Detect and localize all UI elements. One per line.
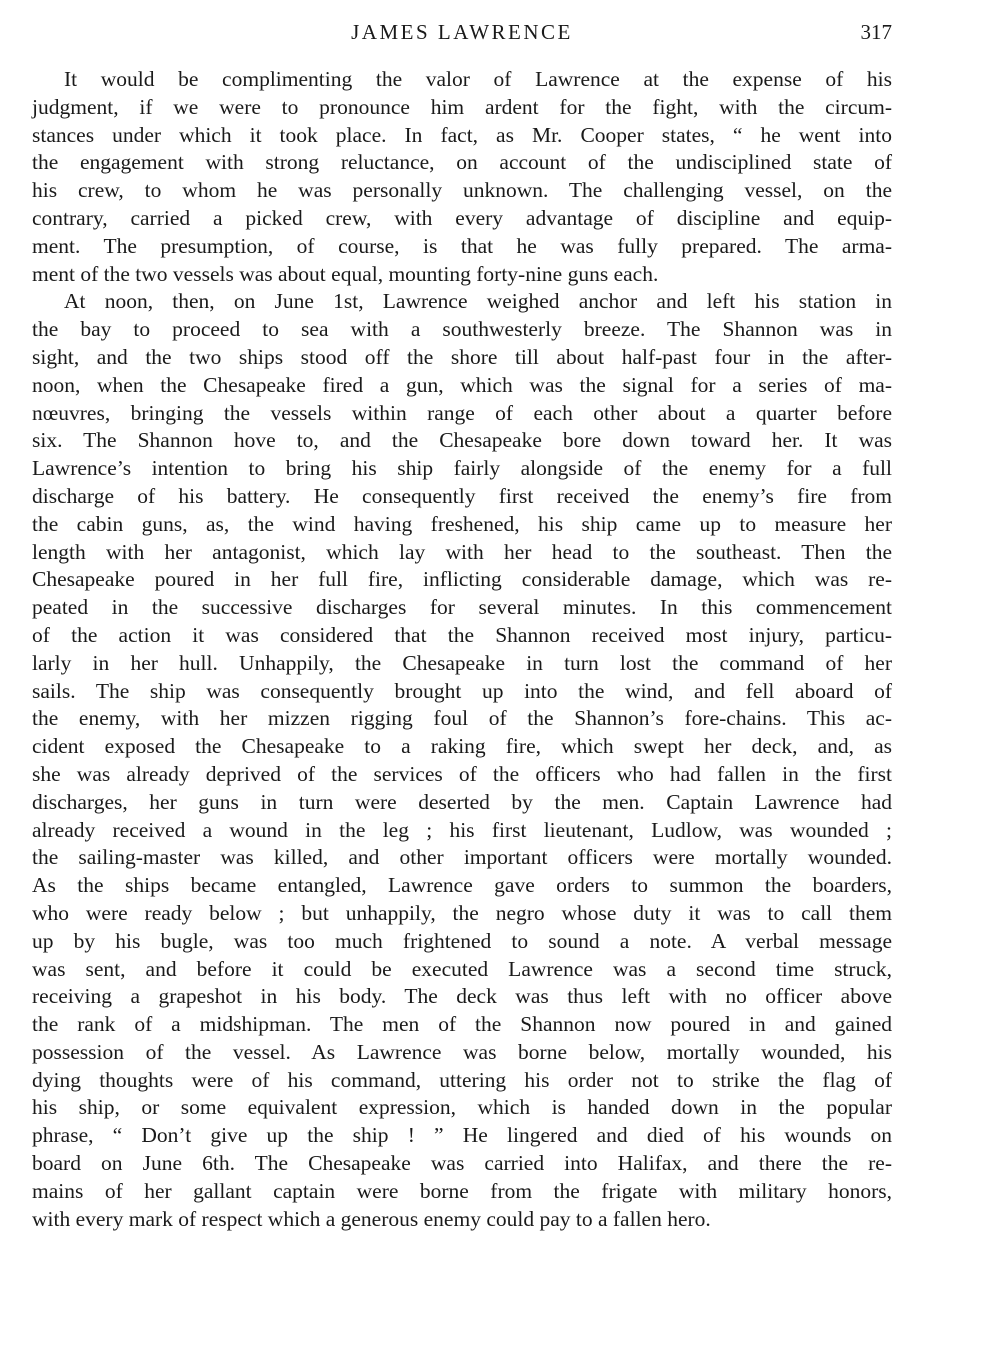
text-line: the enemy, with her mizzen rigging foul of the Shannon’s fore-chains. This ac- (32, 706, 892, 731)
text-line: the cabin guns, as, the wind having freshened, his ship came up to measure her (32, 511, 892, 536)
running-title: JAMES LAWRENCE (351, 20, 573, 44)
text-line: she was already deprived of the services of the officers who had fallen in the first (32, 761, 892, 786)
text-line: the sailing-master was killed, and other important officers were mortally wounded. (32, 845, 892, 870)
text-line: was sent, and before it could be executed Lawrence was a second time struck, (32, 956, 892, 981)
text-line: Lawrence’s intention to bring his ship fairly alongside of the enemy for a full (32, 456, 892, 481)
text-line: six. The Shannon hove to, and the Chesapeake bore down toward her. It was (32, 428, 892, 453)
text-line: the bay to proceed to sea with a southwesterly breeze. The Shannon was in (32, 317, 892, 342)
text-line: cident exposed the Chesapeake to a raking fire, which swept her deck, and, as (32, 734, 892, 759)
text-line: the rank of a midshipman. The men of the Shannon now poured in and gained (32, 1012, 892, 1037)
text-line: up by his bugle, was too much frightened to sound a note. A verbal message (32, 928, 892, 953)
text-line: contrary, carried a picked crew, with every advantage of discipline and equip- (32, 205, 892, 230)
text-line: nœuvres, bringing the vessels within range of each other about a quarter before (32, 400, 892, 425)
text-line: noon, when the Chesapeake fired a gun, which was the signal for a series of ma- (32, 372, 892, 397)
text-line: discharge of his battery. He consequently first received the enemy’s fire from (32, 483, 892, 508)
text-line: his crew, to whom he was personally unknown. The challenging vessel, on the (32, 178, 892, 203)
text-line: It would be complimenting the valor of Lawrence at the expense of his (64, 67, 892, 91)
text-line: the engagement with strong reluctance, on account of the undisciplined state of (32, 150, 892, 175)
text-line: dying thoughts were of his command, uttering his order not to strike the flag of (32, 1067, 892, 1092)
text-line: As the ships became entangled, Lawrence gave orders to summon the boarders, (32, 873, 892, 898)
text-line: receiving a grapeshot in his body. The deck was thus left with no officer above (32, 984, 892, 1009)
text-line: who were ready below ; but unhappily, the negro whose duty it was to call them (32, 900, 892, 925)
text-line: board on June 6th. The Chesapeake was carried into Halifax, and there the re- (32, 1151, 892, 1176)
text-line: possession of the vessel. As Lawrence was borne below, mortally wounded, his (32, 1039, 892, 1064)
text-line: phrase, “ Don’t give up the ship ! ” He lingered and died of his wounds on (32, 1123, 892, 1148)
text-line: judgment, if we were to pronounce him ardent for the fight, with the circum- (32, 94, 892, 119)
text-line: his ship, or some equivalent expression, which is handed down in the popular (32, 1095, 892, 1120)
text-line: larly in her hull. Unhappily, the Chesapeake in turn lost the command of her (32, 650, 892, 675)
text-line: of the action it was considered that the Shannon received most injury, particu- (32, 622, 892, 647)
text-line: mains of her gallant captain were borne from the frigate with military honors, (32, 1178, 892, 1203)
text-line: ment of the two vessels was about equal, mounting forty-nine guns each. (32, 261, 659, 286)
text-line: sight, and the two ships stood off the shore till about half-past four in the after- (32, 344, 892, 369)
text-line: with every mark of respect which a generous enemy could pay to a fallen hero. (32, 1206, 711, 1231)
text-line: peated in the successive discharges for several minutes. In this commencement (32, 595, 892, 620)
page-number: 317 (860, 20, 892, 44)
text-line: Chesapeake poured in her full fire, inflicting considerable damage, which was re- (32, 567, 892, 592)
text-line: ment. The presumption, of course, is that he was fully prepared. The arma- (32, 233, 892, 258)
body-text (32, 66, 892, 1233)
paragraph (32, 288, 892, 1233)
text-line: stances under which it took place. In fact, as Mr. Cooper states, “ he went into (32, 122, 892, 147)
text-line: already received a wound in the leg ; his first lieutenant, Ludlow, was wounded ; (32, 817, 892, 842)
text-line: length with her antagonist, which lay with her head to the southeast. Then the (32, 539, 892, 564)
text-line: At noon, then, on June 1st, Lawrence weighed anchor and left his station in (64, 289, 892, 314)
text-line: sails. The ship was consequently brought up into the wind, and fell aboard of (32, 678, 892, 703)
paragraph (32, 66, 892, 288)
text-line: discharges, her guns in turn were deserted by the men. Captain Lawrence had (32, 789, 892, 814)
running-head (32, 18, 892, 46)
